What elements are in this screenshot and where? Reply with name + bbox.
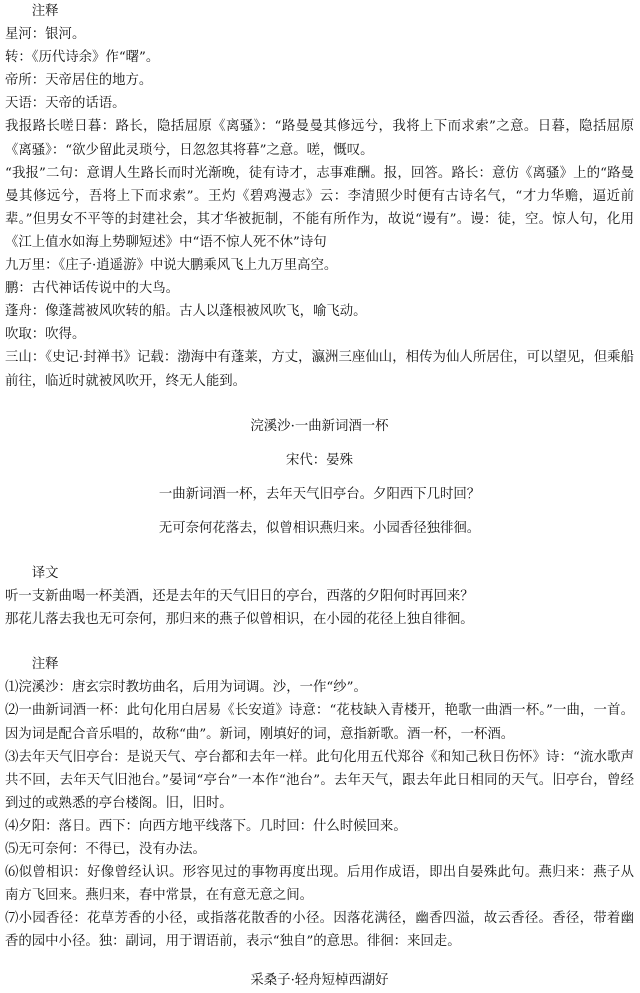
translation-line: 听一支新曲喝一杯美酒，还是去年的天气旧日的亭台，西落的夕阳何时再回来？ (5, 589, 474, 605)
note-item: 转：《历代诗余》作“曙”。 (5, 50, 160, 66)
next-poem-title: 采桑子·轻舟短棹西湖好 (250, 973, 389, 989)
poem-author: 宋代：晏殊 (286, 452, 353, 468)
note-item: 帝所：天帝居住的地方。 (5, 73, 153, 89)
translation-heading: 译文 (31, 565, 59, 581)
note-item: ⑴浣溪沙：唐玄宗时教坊曲名，后用为词调。沙，一作“纱”。 (5, 680, 367, 696)
note-item: 吹取：吹得。 (5, 327, 86, 343)
note-item: ⑶去年天气旧亭台：是说天气、亭台都和去年一样。此句化用五代郑谷《和知己秋日伤怀》诗：“流水歌声共不回，去年天气旧池台。”晏词“亭台”一本作“池台”。去年天气，跟去年此日相同的天气。旧亭台，曾经到过的或熟悉的亭台楼阁。旧，旧时。 (5, 749, 634, 811)
poem-title: 浣溪沙·一曲新词酒一杯 (250, 418, 389, 434)
note-item: 天语：天帝的话语。 (5, 96, 126, 112)
notes-heading-1: 注释 (31, 4, 59, 19)
note-item: ⑸无可奈何：不得已，没有办法。 (5, 842, 206, 857)
note-item: “我报”二句：意谓人生路长而时光渐晚，徒有诗才，志事难酬。报，回答。路长：意仿《离骚》上的“路曼曼其修远兮，吾将上下而求索”。王灼《碧鸡漫志》云：李清照少时便有古诗名气，“才力华赡，逼近前辈。”但男女不平等的封建社会，其才华被扼制，不能有所作为，故说“谩有”。谩：徒，空。惊人句，化用《江上值水如海上势聊短述》中“语不惊人死不休”诗句 (5, 165, 634, 250)
note-item: 我报路长嗟日暮：路长，隐括屈原《离骚》：“路曼曼其修远兮，我将上下而求索”之意。日暮，隐括屈原《离骚》：“欲少留此灵琐兮，日忽忽其将暮”之意。嗟，慨叹。 (5, 119, 634, 158)
poem-line: 无可奈何花落去，似曾相识燕归来。小园香径独徘徊。 (158, 520, 481, 536)
note-item: 鹏：古代神话传说中的大鸟。 (5, 281, 180, 297)
note-item: 星河：银河。 (5, 27, 86, 43)
note-item: ⑹似曾相识：好像曾经认识。形容见过的事物再度出现。后用作成语，即出自晏殊此句。燕归来：燕子从南方飞回来。燕归来，春中常景，在有意无意之间。 (5, 865, 634, 904)
notes-heading-2: 注释 (31, 657, 59, 673)
note-item: ⑷夕阳：落日。西下：向西方地平线落下。几时回：什么时候回来。 (5, 818, 407, 834)
note-item: 九万里：《庄子·逍遥游》中说大鹏乘风飞上九万里高空。 (5, 258, 338, 274)
note-item: 蓬舟：像蓬蒿被风吹转的船。古人以蓬根被风吹飞，喻飞动。 (5, 304, 367, 320)
note-item: ⑺小园香径：花草芳香的小径，或指落花散香的小径。因落花满径，幽香四溢，故云香径。香径，带着幽香的园中小径。独：副词，用于谓语前，表示“独自”的意思。徘徊：来回走。 (5, 911, 634, 950)
translation-line: 那花儿落去我也无可奈何，那归来的燕子似曾相识，在小园的花径上独自徘徊。 (5, 612, 474, 628)
poem-line: 一曲新词酒一杯，去年天气旧亭台。夕阳西下几时回？ (158, 486, 481, 502)
note-item: ⑵一曲新词酒一杯：此句化用白居易《长安道》诗意：“花枝缺入青楼开，艳歌一曲酒一杯。”一曲，一首。因为词是配合音乐唱的，故称“曲”。新词，刚填好的词，意指新歌。酒一杯，一杯酒。 (5, 703, 634, 742)
note-item: 三山：《史记·封禅书》记载：渤海中有蓬莱，方丈，瀛洲三座仙山，相传为仙人所居住，可以望见，但乘船前往，临近时就被风吹开，终无人能到。 (5, 350, 634, 389)
